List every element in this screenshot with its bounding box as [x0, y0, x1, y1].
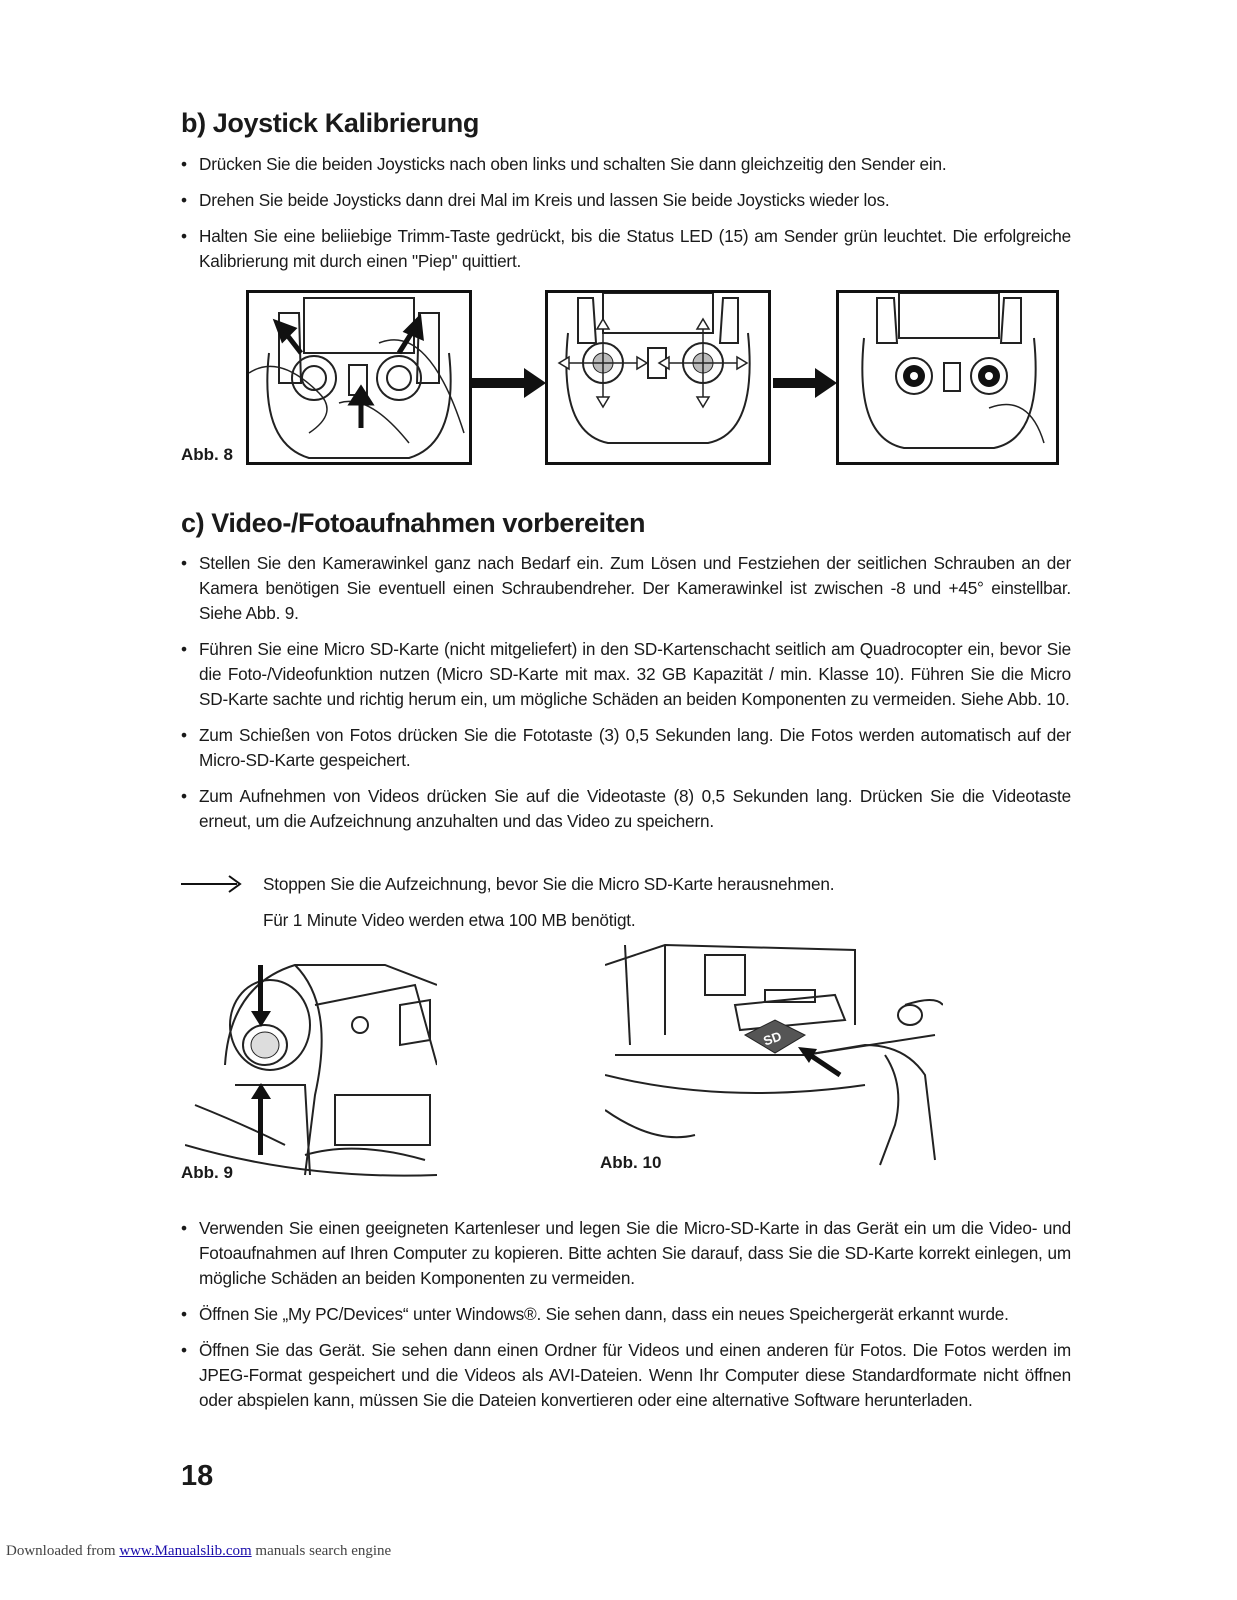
manualslib-link[interactable]: www.Manualslib.com [119, 1543, 252, 1559]
list-item: • Halten Sie eine beliiebige Trimm-Taste gedrückt, bis die Status LED (15) am Sender grün leuchtet. Die erfolgreiche Kalibrierung mit durch einen "Piep" quittiert. [181, 224, 1071, 274]
list-item: • Zum Schießen von Fotos drücken Sie die Fototaste (3) 0,5 Sekunden lang. Die Fotos werden automatisch auf der Micro-SD-Karte gespeichert. [181, 723, 1071, 773]
section-c-bullets [181, 551, 1071, 845]
list-item: • Stellen Sie den Kamerawinkel ganz nach Bedarf ein. Zum Lösen und Festziehen der seitlichen Schrauben an der Kamera benötigen Sie eventuell einen Schraubendreher. Der Kamerawinkel ist zwischen -8 und +45° einstellbar. Siehe Abb. 9. [181, 551, 1071, 626]
figure-10-caption: Abb. 10 [600, 1153, 662, 1172]
figure-10-image [605, 935, 943, 1170]
figure-8-panel-2 [545, 290, 771, 465]
figure-8-panel-1 [246, 290, 472, 465]
figure-8-panel-3 [836, 290, 1059, 465]
arrow-right-1 [472, 366, 546, 400]
section-c-title: c) Video-/Fotoaufnahmen vorbereiten [181, 508, 646, 538]
footer-prefix: Downloaded from [6, 1543, 120, 1559]
list-item: • Drücken Sie die beiden Joysticks nach oben links und schalten Sie dann gleichzeitig den Sender ein. [181, 152, 1071, 177]
figure-9-image [185, 945, 437, 1188]
list-item: • Führen Sie eine Micro SD-Karte (nicht mitgeliefert) in den SD-Kartenschacht seitlich am Quadrocopter ein, bevor Sie die Foto-/Videofunktion nutzen (Micro SD-Karte mit max. 32 GB Kapazität / min. Klasse 10). Führen Sie die Micro SD-Karte sachte und richtig herum ein, um mögliche Schäden an beiden Komponenten zu vermeiden. Siehe Abb. 10. [181, 637, 1071, 712]
note-arrow-icon [181, 873, 243, 895]
section-b-bullets [181, 152, 1071, 285]
note-stop-recording: Stoppen Sie die Aufzeichnung, bevor Sie die Micro SD-Karte herausnehmen. [263, 874, 835, 894]
download-footer [6, 1543, 391, 1560]
list-item: • Öffnen Sie „My PC/Devices“ unter Windows®. Sie sehen dann, dass ein neues Speichergerät erkannt wurde. [181, 1302, 1071, 1327]
list-item: • Zum Aufnehmen von Videos drücken Sie auf die Videotaste (8) 0,5 Sekunden lang. Drücken Sie die Videotaste erneut, um die Aufzeichnung anzuhalten und das Video zu speichern. [181, 784, 1071, 834]
figure-9-caption: Abb. 9 [181, 1163, 233, 1182]
list-item: • Öffnen Sie das Gerät. Sie sehen dann einen Ordner für Videos und einen anderen für Fotos. Die Fotos werden im JPEG-Format gespeichert und die Videos als AVI-Dateien. Wenn Ihr Computer diese Standardformate nicht öffnen oder abspielen kann, müssen Sie die Dateien konvertieren oder eine alternative Software herunterladen. [181, 1338, 1071, 1413]
note-video-size: Für 1 Minute Video werden etwa 100 MB benötigt. [263, 910, 636, 930]
figure-8-caption: Abb. 8 [181, 445, 233, 464]
section-b-title: b) Joystick Kalibrierung [181, 108, 479, 138]
section-c-bullets-after [181, 1216, 1071, 1424]
footer-suffix: manuals search engine [251, 1543, 392, 1559]
sd-card-label: SD [761, 1028, 784, 1049]
list-item: • Drehen Sie beide Joysticks dann drei Mal im Kreis und lassen Sie beide Joysticks wieder los. [181, 188, 1071, 213]
page-number: 18 [181, 1460, 214, 1492]
arrow-right-2 [773, 366, 837, 400]
list-item: • Verwenden Sie einen geeigneten Kartenleser und legen Sie die Micro-SD-Karte in das Gerät ein um die Video- und Fotoaufnahmen auf Ihren Computer zu kopieren. Bitte achten Sie darauf, dass Sie die SD-Karte korrekt einlegen, um mögliche Schäden an beiden Komponenten zu vermeiden. [181, 1216, 1071, 1291]
